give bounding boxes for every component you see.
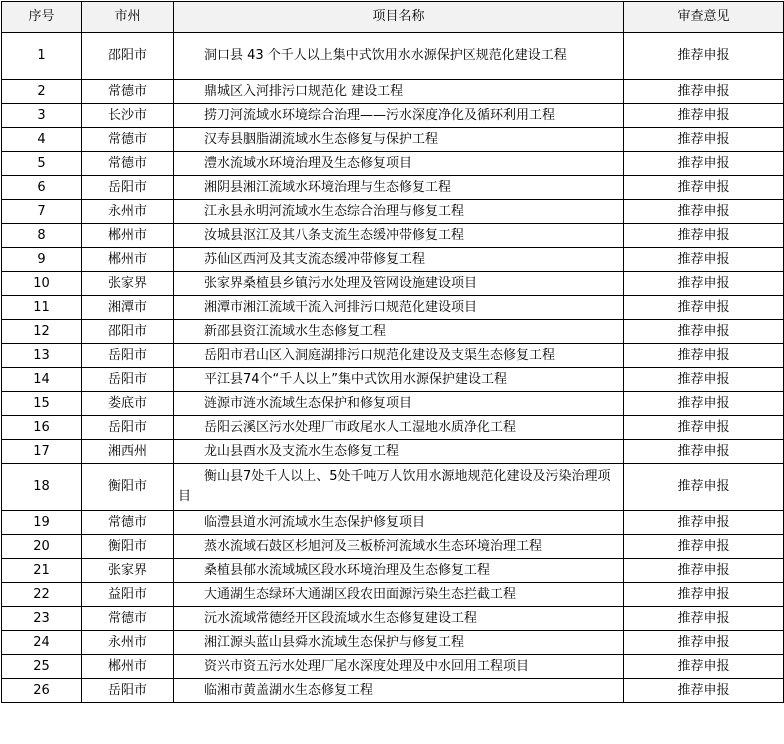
cell-project-name: 蒸水流域石鼓区杉旭河及三板桥河流域水生态环境治理工程 — [174, 535, 624, 559]
cell-project-name: 临澧县道水河流域水生态保护修复项目 — [174, 511, 624, 535]
cell-project-name: 鼎城区入河排污口规范化 建设工程 — [174, 80, 624, 104]
cell-no: 17 — [2, 440, 82, 464]
cell-city: 岳阳市 — [82, 344, 174, 368]
cell-no: 23 — [2, 607, 82, 631]
cell-city: 湘潭市 — [82, 296, 174, 320]
cell-review-opinion: 推荐申报 — [624, 440, 784, 464]
cell-review-opinion: 推荐申报 — [624, 296, 784, 320]
table-row — [2, 344, 784, 368]
table-row — [2, 296, 784, 320]
cell-project-name: 汝城县沤江及其八条支流生态缓冲带修复工程 — [174, 224, 624, 248]
cell-review-opinion: 推荐申报 — [624, 320, 784, 344]
cell-city: 衡阳市 — [82, 535, 174, 559]
table-row — [2, 80, 784, 104]
table-row — [2, 128, 784, 152]
cell-review-opinion: 推荐申报 — [624, 224, 784, 248]
cell-review-opinion: 推荐申报 — [624, 559, 784, 583]
table-row — [2, 559, 784, 583]
cell-project-name: 衡山县7处千人以上、5处千吨万人饮用水源地规范化建设及污染治理项目 — [174, 464, 624, 511]
cell-city: 邵阳市 — [82, 33, 174, 80]
cell-city: 永州市 — [82, 200, 174, 224]
cell-review-opinion: 推荐申报 — [624, 392, 784, 416]
cell-no: 25 — [2, 655, 82, 679]
cell-no: 4 — [2, 128, 82, 152]
cell-review-opinion: 推荐申报 — [624, 152, 784, 176]
cell-project-name: 桑植县郁水流域城区段水环境治理及生态修复工程 — [174, 559, 624, 583]
cell-city: 岳阳市 — [82, 368, 174, 392]
cell-city: 邵阳市 — [82, 320, 174, 344]
cell-no: 18 — [2, 464, 82, 511]
header-no: 序号 — [2, 2, 82, 33]
cell-project-name: 涟源市涟水流域生态保护和修复项目 — [174, 392, 624, 416]
cell-review-opinion: 推荐申报 — [624, 464, 784, 511]
cell-no: 14 — [2, 368, 82, 392]
cell-city: 岳阳市 — [82, 416, 174, 440]
cell-project-name: 龙山县酉水及支流水生态修复工程 — [174, 440, 624, 464]
cell-city: 张家界 — [82, 559, 174, 583]
cell-project-name: 洞口县 43 个千人以上集中式饮用水水源保护区规范化建设工程 — [174, 33, 624, 80]
cell-no: 9 — [2, 248, 82, 272]
cell-city: 岳阳市 — [82, 176, 174, 200]
table-header-row — [2, 2, 784, 33]
header-city: 市州 — [82, 2, 174, 33]
cell-project-name: 资兴市资五污水处理厂尾水深度处理及中水回用工程项目 — [174, 655, 624, 679]
cell-no: 24 — [2, 631, 82, 655]
cell-review-opinion: 推荐申报 — [624, 33, 784, 80]
table-row — [2, 272, 784, 296]
cell-no: 11 — [2, 296, 82, 320]
table-row — [2, 655, 784, 679]
header-project-name: 项目名称 — [174, 2, 624, 33]
cell-review-opinion: 推荐申报 — [624, 104, 784, 128]
cell-project-name: 湘潭市湘江流域干流入河排污口规范化建设项目 — [174, 296, 624, 320]
cell-no: 10 — [2, 272, 82, 296]
cell-review-opinion: 推荐申报 — [624, 583, 784, 607]
cell-review-opinion: 推荐申报 — [624, 128, 784, 152]
cell-project-name: 平江县74个“千人以上”集中式饮用水源保护建设工程 — [174, 368, 624, 392]
cell-city: 郴州市 — [82, 655, 174, 679]
cell-no: 19 — [2, 511, 82, 535]
table-body — [2, 33, 784, 703]
cell-review-opinion: 推荐申报 — [624, 511, 784, 535]
table-row — [2, 607, 784, 631]
cell-review-opinion: 推荐申报 — [624, 607, 784, 631]
table-row — [2, 511, 784, 535]
cell-project-name: 湘阴县湘江流域水环境治理与生态修复工程 — [174, 176, 624, 200]
cell-project-name: 张家界桑植县乡镇污水处理及管网设施建设项目 — [174, 272, 624, 296]
table-row — [2, 583, 784, 607]
cell-no: 8 — [2, 224, 82, 248]
cell-city: 益阳市 — [82, 583, 174, 607]
cell-no: 16 — [2, 416, 82, 440]
table-row — [2, 152, 784, 176]
cell-city: 长沙市 — [82, 104, 174, 128]
cell-review-opinion: 推荐申报 — [624, 344, 784, 368]
table-row — [2, 248, 784, 272]
cell-project-name: 江永县永明河流域水生态综合治理与修复工程 — [174, 200, 624, 224]
table-row — [2, 416, 784, 440]
cell-city: 常德市 — [82, 511, 174, 535]
table-row — [2, 320, 784, 344]
cell-project-name: 澧水流域水环境治理及生态修复项目 — [174, 152, 624, 176]
cell-no: 2 — [2, 80, 82, 104]
cell-no: 12 — [2, 320, 82, 344]
table-row — [2, 368, 784, 392]
cell-city: 永州市 — [82, 631, 174, 655]
table-row — [2, 200, 784, 224]
cell-city: 张家界 — [82, 272, 174, 296]
cell-city: 常德市 — [82, 607, 174, 631]
cell-city: 常德市 — [82, 128, 174, 152]
table-row — [2, 464, 784, 511]
table-row — [2, 440, 784, 464]
table-row — [2, 224, 784, 248]
cell-no: 26 — [2, 679, 82, 703]
cell-review-opinion: 推荐申报 — [624, 176, 784, 200]
cell-project-name: 岳阳云溪区污水处理厂市政尾水人工湿地水质净化工程 — [174, 416, 624, 440]
cell-no: 3 — [2, 104, 82, 128]
cell-project-name: 捞刀河流域水环境综合治理——污水深度净化及循环利用工程 — [174, 104, 624, 128]
header-review-opinion: 审查意见 — [624, 2, 784, 33]
cell-review-opinion: 推荐申报 — [624, 416, 784, 440]
cell-project-name: 岳阳市君山区入洞庭湖排污口规范化建设及支渠生态修复工程 — [174, 344, 624, 368]
table-row — [2, 679, 784, 703]
cell-review-opinion: 推荐申报 — [624, 679, 784, 703]
cell-no: 15 — [2, 392, 82, 416]
cell-city: 娄底市 — [82, 392, 174, 416]
cell-no: 21 — [2, 559, 82, 583]
cell-review-opinion: 推荐申报 — [624, 248, 784, 272]
cell-city: 岳阳市 — [82, 679, 174, 703]
cell-city: 常德市 — [82, 80, 174, 104]
cell-no: 7 — [2, 200, 82, 224]
cell-city: 衡阳市 — [82, 464, 174, 511]
cell-no: 22 — [2, 583, 82, 607]
cell-project-name: 湘江源头蓝山县舜水流域生态保护与修复工程 — [174, 631, 624, 655]
cell-no: 1 — [2, 33, 82, 80]
project-review-table — [1, 1, 784, 703]
cell-project-name: 大通湖生态绿环大通湖区段农田面源污染生态拦截工程 — [174, 583, 624, 607]
table-row — [2, 33, 784, 80]
cell-city: 湘西州 — [82, 440, 174, 464]
cell-review-opinion: 推荐申报 — [624, 631, 784, 655]
cell-project-name: 新邵县资江流域水生态修复工程 — [174, 320, 624, 344]
cell-project-name: 临湘市黄盖湖水生态修复工程 — [174, 679, 624, 703]
cell-no: 5 — [2, 152, 82, 176]
cell-city: 常德市 — [82, 152, 174, 176]
table-row — [2, 176, 784, 200]
cell-review-opinion: 推荐申报 — [624, 272, 784, 296]
cell-no: 20 — [2, 535, 82, 559]
cell-review-opinion: 推荐申报 — [624, 80, 784, 104]
cell-review-opinion: 推荐申报 — [624, 535, 784, 559]
table-row — [2, 535, 784, 559]
table-row — [2, 392, 784, 416]
cell-review-opinion: 推荐申报 — [624, 200, 784, 224]
cell-city: 郴州市 — [82, 248, 174, 272]
table-row — [2, 631, 784, 655]
cell-city: 郴州市 — [82, 224, 174, 248]
cell-review-opinion: 推荐申报 — [624, 655, 784, 679]
cell-review-opinion: 推荐申报 — [624, 368, 784, 392]
table-row — [2, 104, 784, 128]
cell-no: 6 — [2, 176, 82, 200]
cell-project-name: 沅水流域常德经开区段流域水生态修复建设工程 — [174, 607, 624, 631]
cell-project-name: 苏仙区西河及其支流态缓冲带修复工程 — [174, 248, 624, 272]
cell-no: 13 — [2, 344, 82, 368]
cell-project-name: 汉寿县胭脂湖流域水生态修复与保护工程 — [174, 128, 624, 152]
